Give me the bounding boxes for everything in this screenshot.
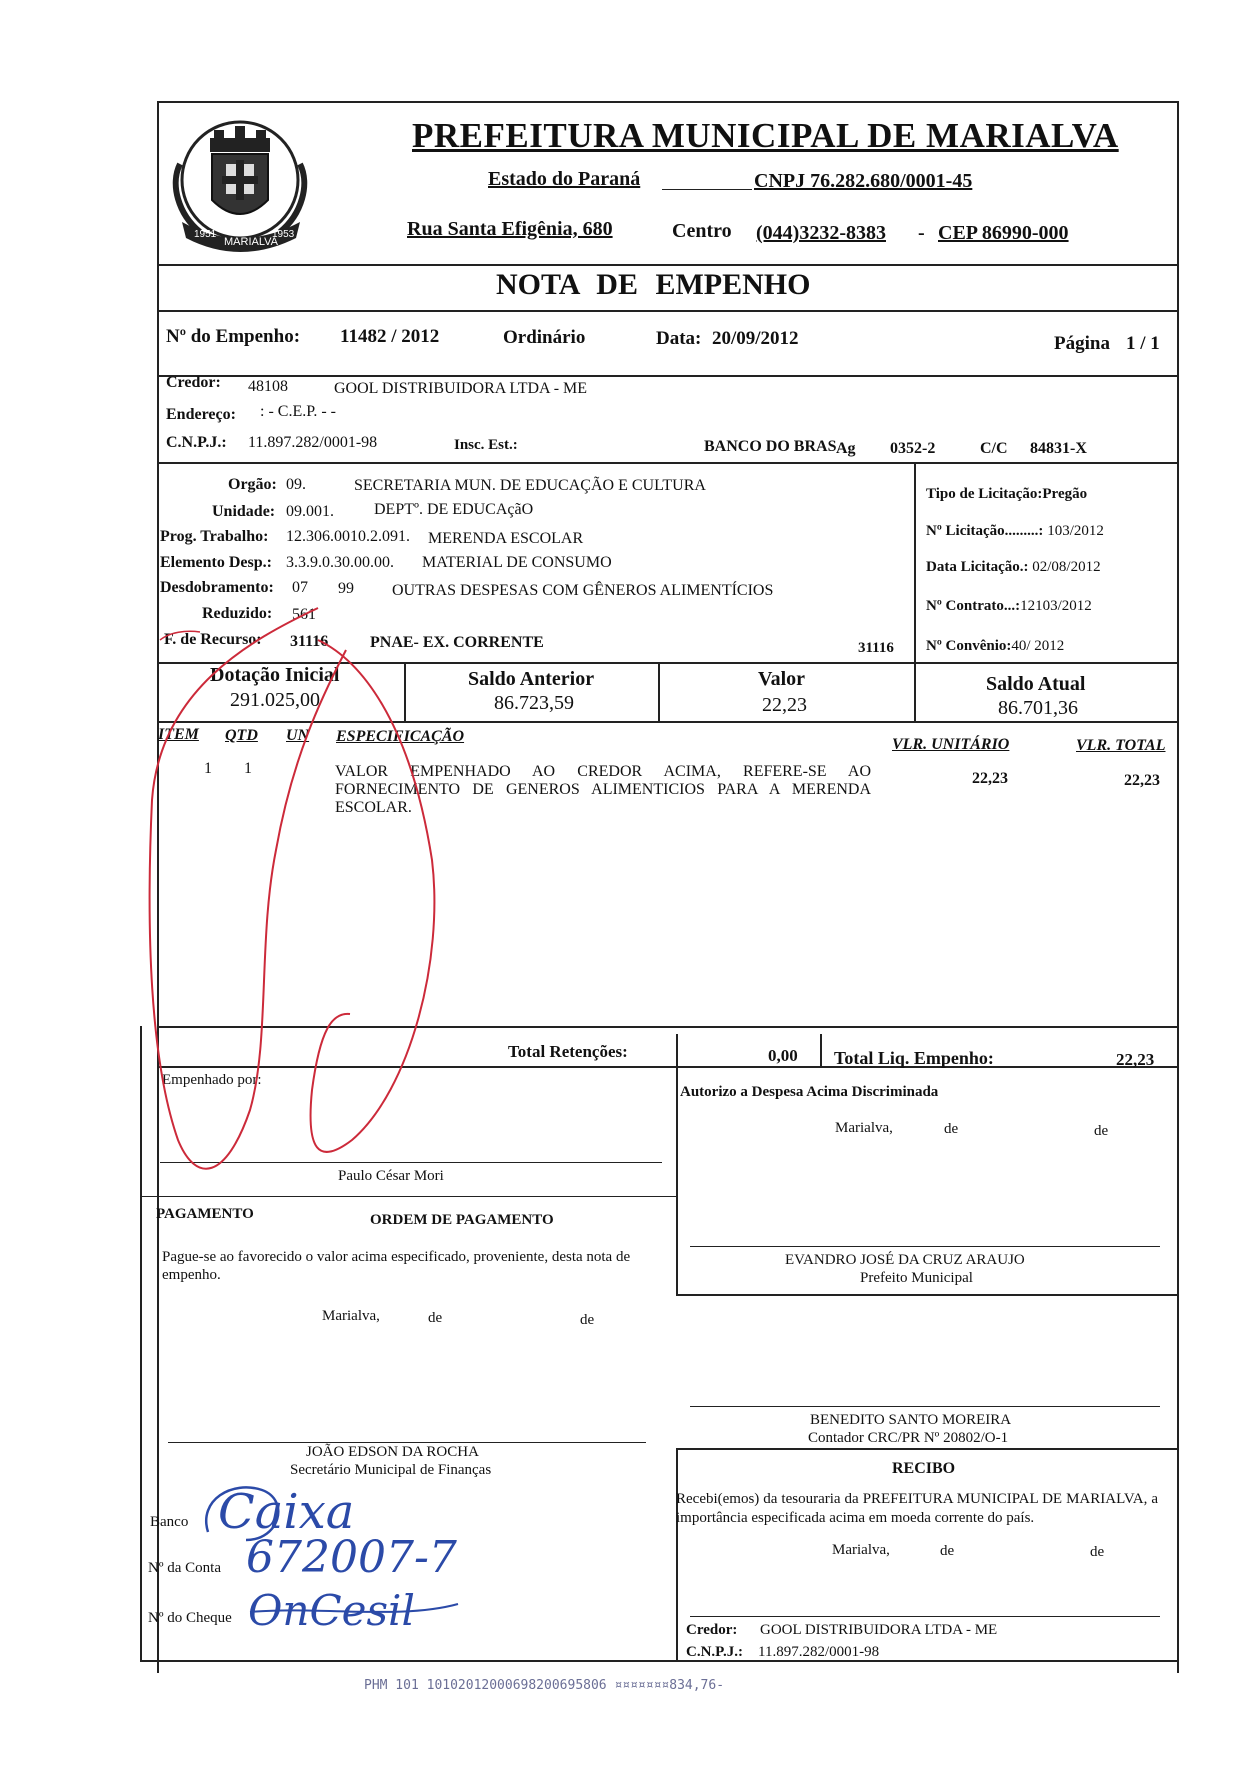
contrato-label: Nº Contrato...:	[926, 598, 1021, 614]
saldo-anterior-label: Saldo Anterior	[468, 668, 595, 690]
unidade-label: Unidade:	[212, 503, 276, 520]
item-number: 1	[204, 760, 212, 777]
licitacao-number-value: 103/2012	[1047, 523, 1104, 539]
item-column-header: ITEM	[158, 726, 199, 743]
state-name: Estado do Paraná	[488, 168, 641, 190]
document-title: NOTA DE EMPENHO	[496, 268, 811, 301]
retencoes-value: 0,00	[768, 1046, 798, 1065]
cnpj-label: C.N.P.J.:	[166, 434, 227, 451]
municipal-cnpj: CNPJ 76.282.680/0001-45	[754, 170, 973, 192]
recurso-label: F. de Recurso:	[164, 631, 262, 648]
orgao-label: Orgão:	[228, 476, 277, 493]
reduzido-value: 561	[292, 606, 316, 623]
recibo-cnpj: 11.897.282/0001-98	[758, 1644, 880, 1660]
cheque-label: Nº do Cheque	[148, 1610, 232, 1626]
address-street: Rua Santa Efigênia, 680	[407, 218, 613, 240]
ordem-pagamento-label: ORDEM DE PAGAMENTO	[370, 1212, 554, 1228]
footer-code: PHM 101 10102012000698200695806 ¤¤¤¤¤¤¤834,76-	[364, 1678, 725, 1693]
desdobramento-name: OUTRAS DESPESAS COM GÊNEROS ALIMENTÍCIOS	[392, 582, 774, 599]
empenho-number: 11482 / 2012	[340, 326, 440, 347]
secretario-role: Secretário Municipal de Finanças	[290, 1462, 492, 1478]
secretario-name: JOÃO EDSON DA ROCHA	[306, 1444, 479, 1460]
account-number: 84831-X	[1030, 440, 1087, 457]
saldo-anterior-value: 86.723,59	[494, 692, 574, 714]
prog-trabalho-name: MERENDA ESCOLAR	[428, 530, 584, 547]
prog-trabalho-code: 12.306.0010.2.091.	[286, 528, 410, 545]
un-column-header: UN	[286, 727, 310, 744]
conta-label: Nº da Conta	[148, 1560, 221, 1576]
agency-label: Ag	[836, 440, 856, 457]
banco-handwritten: Caixa	[218, 1484, 355, 1540]
elemento-name: MATERIAL DE CONSUMO	[422, 554, 612, 571]
recibo-label: RECIBO	[892, 1460, 956, 1477]
municipal-seal	[160, 104, 320, 262]
svg-text:MARIALVA: MARIALVA	[224, 236, 278, 248]
contador-role: Contador CRC/PR Nº 20802/O-1	[808, 1430, 1009, 1446]
retencoes-label: Total Retenções:	[508, 1042, 628, 1061]
address-district: Centro	[672, 220, 732, 242]
autorizo-city: Marialva,	[835, 1120, 893, 1136]
unidade-code: 09.001.	[286, 503, 334, 520]
banco-label: Banco	[150, 1514, 189, 1530]
recurso-code-right: 31116	[858, 640, 894, 656]
contrato-value: 12103/2012	[1020, 598, 1092, 614]
licitacao-date-label: Data Licitação.:	[926, 559, 1029, 575]
dotacao-inicial-label: Dotação Inicial	[210, 664, 340, 686]
empenho-date: 20/09/2012	[712, 328, 799, 349]
empenhado-por-name: Paulo César Mori	[338, 1168, 444, 1184]
convenio-value: 40/ 2012	[1011, 638, 1065, 654]
elemento-code: 3.3.9.0.30.00.00.	[286, 554, 394, 571]
pagamento-text: Pague-se ao favorecido o valor acima especificado, proveniente, desta nota de empenho.	[162, 1249, 631, 1283]
orgao-code: 09.	[286, 476, 306, 493]
bank-name: BANCO DO BRAS	[704, 438, 837, 455]
prefeito-name: EVANDRO JOSÉ DA CRUZ ARAUJO	[785, 1252, 1025, 1268]
page-label: Página	[1054, 333, 1110, 354]
licitacao-date	[926, 559, 1101, 576]
valor-value: 22,23	[762, 694, 807, 716]
saldo-atual-label: Saldo Atual	[986, 673, 1086, 695]
credor-cnpj: 11.897.282/0001-98	[248, 434, 378, 451]
account-label: C/C	[980, 440, 1008, 457]
licitacao-date-value: 02/08/2012	[1032, 559, 1101, 575]
prefeito-role: Prefeito Municipal	[860, 1270, 973, 1286]
licitacao-number	[926, 523, 1104, 540]
saldo-atual-value: 86.701,36	[998, 697, 1078, 719]
item-unit-price: 22,23	[972, 770, 1008, 787]
empenhado-por-label: Empenhado por:	[162, 1072, 262, 1088]
orgao-name: SECRETARIA MUN. DE EDUCAÇÃO E CULTURA	[354, 477, 706, 494]
recibo-text: Recebi(emos) da tesouraria da PREFEITURA MUNICIPAL DE MARIALVA, a importância especificada acima em moeda corrente do país.	[676, 1491, 1158, 1526]
empenho-type: Ordinário	[503, 327, 586, 348]
coat-of-arms-icon	[160, 104, 320, 262]
credor-code: 48108	[248, 378, 288, 395]
autorizo-text: Autorizo a Despesa Acima Discriminada	[680, 1084, 939, 1100]
recibo-credor-label: Credor:	[686, 1622, 738, 1638]
conta-handwritten: 672007-7	[246, 1532, 457, 1583]
unidade-name: DEPTº. DE EDUCAçãO	[374, 501, 534, 518]
pagamento-de-1: de	[428, 1310, 443, 1326]
total-column-header: VLR. TOTAL	[1076, 737, 1166, 754]
convenio-label: Nº Convênio:	[926, 638, 1012, 654]
pagamento-city: Marialva,	[322, 1308, 380, 1324]
recurso-name: PNAE- EX. CORRENTE	[370, 634, 544, 651]
credor-address: : - C.E.P. - -	[260, 403, 336, 420]
address-dash: -	[918, 222, 925, 244]
svg-text:1953: 1953	[272, 229, 295, 240]
spec-column-header: ESPECIFICAÇÃO	[336, 728, 465, 745]
empenho-number-label: Nº do Empenho:	[166, 326, 301, 347]
address-label: Endereço:	[166, 406, 236, 423]
agency-number: 0352-2	[890, 440, 936, 457]
unit-price-column-header: VLR. UNITÁRIO	[892, 736, 1010, 753]
pagamento-label: PAGAMENTO	[156, 1206, 254, 1222]
item-total: 22,23	[1124, 772, 1160, 789]
page-title: PREFEITURA MUNICIPAL DE MARIALVA	[412, 116, 1119, 155]
cep: CEP 86990-000	[938, 222, 1069, 244]
recibo-credor: GOOL DISTRIBUIDORA LTDA - ME	[760, 1622, 998, 1638]
valor-label: Valor	[758, 668, 806, 690]
recibo-de-2: de	[1090, 1544, 1105, 1560]
empenho-date-label: Data:	[656, 328, 702, 349]
dotacao-inicial-value: 291.025,00	[230, 689, 320, 711]
desdobramento-code-1: 07	[292, 579, 308, 596]
pagamento-de-2: de	[580, 1312, 595, 1328]
convenio	[926, 638, 1064, 655]
recurso-code: 31116	[290, 633, 329, 650]
elemento-label: Elemento Desp.:	[160, 554, 272, 571]
autorizo-de-1: de	[944, 1121, 959, 1137]
contrato	[926, 598, 1092, 615]
item-specification: VALOR EMPENHADO AO CREDOR ACIMA, REFERE-SE AO FORNECIMENTO DE GENEROS ALIMENTICIOS PARA A MERENDA ESCOLAR.	[335, 763, 871, 816]
licitacao-number-label: Nº Licitação.........:	[926, 523, 1044, 539]
recibo-cnpj-label: C.N.P.J.:	[686, 1644, 743, 1660]
qtd-column-header: QTD	[225, 727, 258, 744]
desdobramento-label: Desdobramento:	[160, 579, 274, 596]
insc-est-label: Insc. Est.:	[454, 437, 518, 453]
liquido-label: Total Liq. Empenho:	[834, 1048, 994, 1068]
desdobramento-code-2: 99	[338, 580, 354, 597]
prog-trabalho-label: Prog. Trabalho:	[160, 528, 269, 545]
autorizo-de-2: de	[1094, 1123, 1109, 1139]
cheque-handwritten: OnCesil	[248, 1586, 415, 1635]
contador-name: BENEDITO SANTO MOREIRA	[810, 1412, 1012, 1428]
credor-label: Credor:	[166, 374, 221, 391]
item-qty: 1	[244, 760, 252, 777]
reduzido-label: Reduzido:	[202, 605, 273, 622]
recibo-city: Marialva,	[832, 1542, 890, 1558]
liquido-value: 22,23	[1116, 1050, 1155, 1069]
svg-text:1951: 1951	[194, 229, 217, 240]
recibo-de-1: de	[940, 1543, 955, 1559]
phone-number: (044)3232-8383	[756, 222, 886, 244]
licitacao-type: Tipo de Licitação:Pregão	[926, 486, 1088, 502]
page-number: 1 / 1	[1126, 333, 1160, 354]
credor-name: GOOL DISTRIBUIDORA LTDA - ME	[334, 380, 588, 397]
